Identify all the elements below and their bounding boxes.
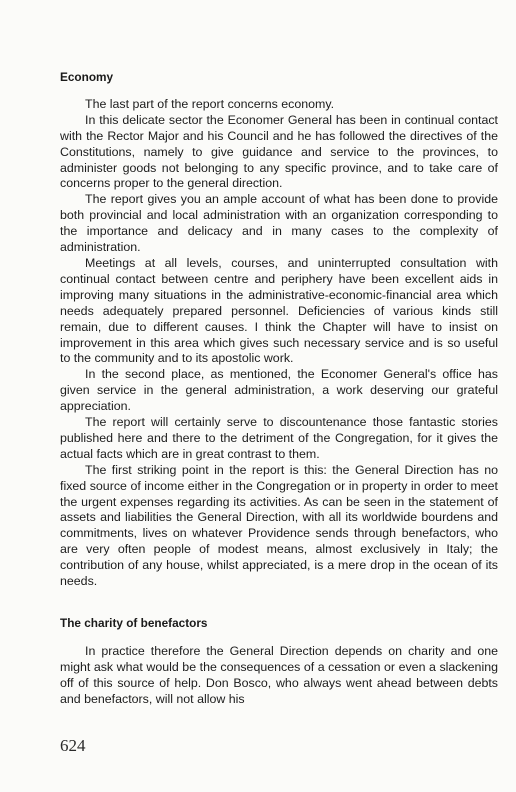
paragraph: Meetings at all levels, courses, and uninterrupted consultation with continual contact between centre and periphery have been excellent aids in improving many situations in the administrative-economic-financial area which needs adequately prepared personnel. Deficiencies of various kinds still remain, due to different causes. I think the Chapter will have to insist on improvement in this area which gives such necessary service and is so useful to the community and to its apostolic work. <box>60 255 498 366</box>
page-number: 624 <box>60 736 86 755</box>
paragraph: The report will certainly serve to discountenance those fantastic stories published here and there to the detriment of the Congregation, for it gives the actual facts which are in great contrast to them. <box>60 415 498 461</box>
paragraph: In this delicate sector the Economer General has been in continual contact with the Rector Major and his Council and he has followed the directives of the Constitutions, namely to give guidance and service to the provinces, to administer goods not belonging to any specific province, and to take care of concerns proper to the general direction. <box>60 112 498 191</box>
paragraph: In the second place, as mentioned, the Economer General's office has given service in the general administration, a work deserving our grateful appreciation. <box>60 367 498 414</box>
paragraph: In practice therefore the General Direction depends on charity and one might ask what would be the consequences of a cessation or even a slackening off of this source of help. Don Bosco, who always went ahead between debts and benefactors, will not allow his <box>60 643 498 706</box>
paragraph: The report gives you an ample account of what has been done to provide both provincial and local administration with an organization corresponding to the importance and delicacy and in many cases to the complexity of administration. <box>60 192 498 255</box>
section-heading-economy: Economy <box>60 70 114 84</box>
paragraph: The last part of the report concerns economy. <box>85 96 335 111</box>
page-content <box>60 70 498 708</box>
paragraph: The first striking point in the report is this: the General Direction has no fixed source of income either in the Congregation or in property in order to meet the urgent expenses regarding its activities. As can be seen in the statement of assets and liabilities the General Direction, with all its worldwide bourdens and commitments, lives on whatever Providence sends through benefactors, who are very often people of modest means, almost exclusively in Italy; the contribution of any house, whilst appreciated, is a mere drop in the ocean of its needs. <box>60 462 498 589</box>
section-heading-charity-of-benefactors: The charity of benefactors <box>60 616 208 630</box>
